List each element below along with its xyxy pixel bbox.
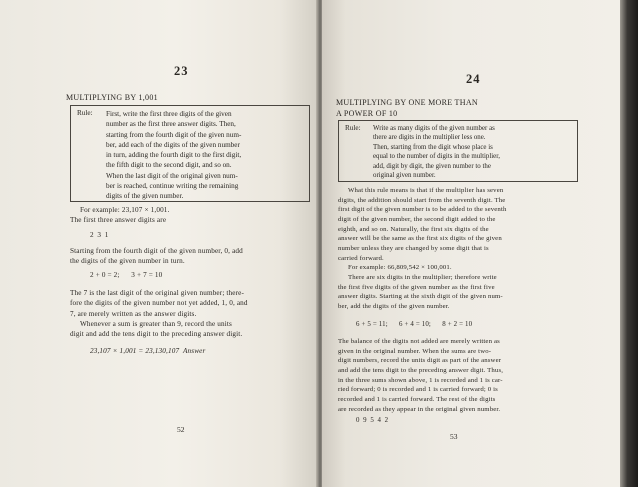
- text-line: first digit of the given number is to be added to the seventh: [338, 206, 507, 214]
- text-line: eighth, and so on. Naturally, the first six digits of the: [338, 225, 489, 233]
- page-number-top: 23: [174, 64, 189, 78]
- heading-line: MULTIPLYING BY ONE MORE THAN: [336, 98, 478, 107]
- text-line: For example: 66,809,542 × 100,001.: [348, 264, 452, 272]
- page-number-bottom: 52: [177, 425, 185, 434]
- text-line: For example: 23,107 × 1,001.: [80, 206, 170, 214]
- rule-box: [338, 120, 578, 182]
- rule-line: in turn, adding the fourth digit to the first digit,: [106, 151, 242, 160]
- body-paragraph: [338, 337, 503, 414]
- rule-line: Then, starting from the digit whose place is: [373, 143, 493, 151]
- rule-text: [106, 109, 241, 202]
- body-paragraph: [70, 205, 170, 226]
- rule-line: original given number.: [373, 172, 436, 180]
- text-line: answer digits. Starting at the sixth digit of the given num-: [338, 293, 503, 301]
- text-line: the first five digits of the given number as the first five: [338, 283, 495, 291]
- section-heading: MULTIPLYING BY 1,001: [66, 93, 158, 102]
- text-line: Starting from the fourth digit of the given number, 0, add: [70, 247, 243, 255]
- sums-line: 2 + 0 = 2; 3 + 7 = 10: [90, 271, 163, 279]
- text-line: number unless they are changed by some digit that is: [338, 244, 489, 252]
- text-line: carried forward.: [338, 254, 384, 262]
- rule-line: Write as many digits of the given number as: [373, 125, 495, 132]
- rule-box: [70, 105, 310, 202]
- text-line: fore the digits of the given number not yet added, 1, 0, and: [70, 299, 248, 308]
- text-line: are recorded as they appear in the original given number.: [338, 405, 501, 413]
- answer-line: 23,107 × 1,001 = 23,130,107 Answer: [90, 347, 206, 355]
- text-line: recorded and 1 is carried forward. The rest of the digits: [338, 395, 496, 403]
- text-line: The first three answer digits are: [70, 216, 167, 225]
- section-heading: [336, 97, 478, 119]
- rule-line: ber is reached, continue writing the remaining: [106, 182, 239, 191]
- text-line: digit and add the tens digit to the preceding answer digit.: [70, 330, 243, 339]
- text-line: in the three sums shown above, 1 is recorded and 1 is car-: [338, 376, 503, 384]
- text-line: The 7 is the last digit of the original given number; there-: [70, 289, 245, 297]
- text-line: There are six digits in the multiplier; therefore write: [348, 273, 497, 281]
- text-line: the digits of the given number in turn.: [70, 257, 185, 266]
- right-page: [322, 0, 620, 487]
- body-paragraph: [70, 288, 248, 339]
- rule-line: add, digit by digit, the given number to the: [373, 162, 491, 170]
- rule-text: [373, 124, 500, 180]
- text-line: What this rule means is that if the multiplier has seven: [348, 187, 504, 194]
- rule-label: Rule:: [345, 124, 361, 132]
- left-page: [0, 0, 318, 487]
- page-number-top: 24: [466, 72, 481, 86]
- text-line: ber, add the digits of the given number.: [338, 302, 450, 310]
- rule-line: starting from the fourth digit of the given num-: [106, 130, 242, 139]
- rule-line: there are digits in the multiplier less one.: [373, 134, 486, 142]
- rule-line: ber, add each of the digits of the given number: [106, 140, 240, 149]
- rule-line: First, write the first three digits of the given: [106, 110, 232, 118]
- text-line: and add the tens digit to the preceding answer digit. Thus,: [338, 366, 504, 374]
- text-line: Whenever a sum is greater than 9, record the units: [80, 319, 232, 328]
- text-line: 7, are merely written as the answer digits.: [70, 309, 197, 318]
- text-line: digits, the addition should start from the seventh digit. The: [338, 196, 506, 204]
- rule-line: number as the first three answer digits. Then,: [106, 120, 236, 129]
- text-line: digit of the given number, the second digit added to the: [338, 215, 496, 223]
- body-paragraph: [70, 246, 243, 267]
- text-line: digit numbers, record the units digit as part of the answer: [338, 357, 502, 365]
- heading-line: A POWER OF 10: [336, 109, 398, 118]
- body-paragraph: [338, 186, 507, 312]
- sums-line: 6 + 5 = 11; 6 + 4 = 10; 8 + 2 = 10: [356, 321, 473, 328]
- text-line: ried forward; 0 is recorded and 1 is carried forward; 0 is: [338, 386, 498, 394]
- rule-line: equal to the number of digits in the multiplier,: [373, 153, 500, 161]
- answer-digits: 2 3 1: [90, 231, 110, 239]
- rule-line: When the last digit of the original given num-: [106, 171, 238, 180]
- text-line: The balance of the digits not added are merely written as: [338, 338, 500, 345]
- page-edge-shadow: [620, 0, 638, 487]
- answer-digits: 0 9 5 4 2: [356, 417, 390, 424]
- rule-line: digits of the given number.: [106, 192, 184, 201]
- rule-label: Rule:: [77, 109, 93, 117]
- page-number-bottom: 53: [450, 432, 458, 441]
- rule-line: the fifth digit to the second digit, and so on.: [106, 161, 232, 170]
- text-line: given in the original number. When the sums are two-: [338, 347, 492, 355]
- text-line: answer will be the same as the first six digits of the given: [338, 235, 502, 243]
